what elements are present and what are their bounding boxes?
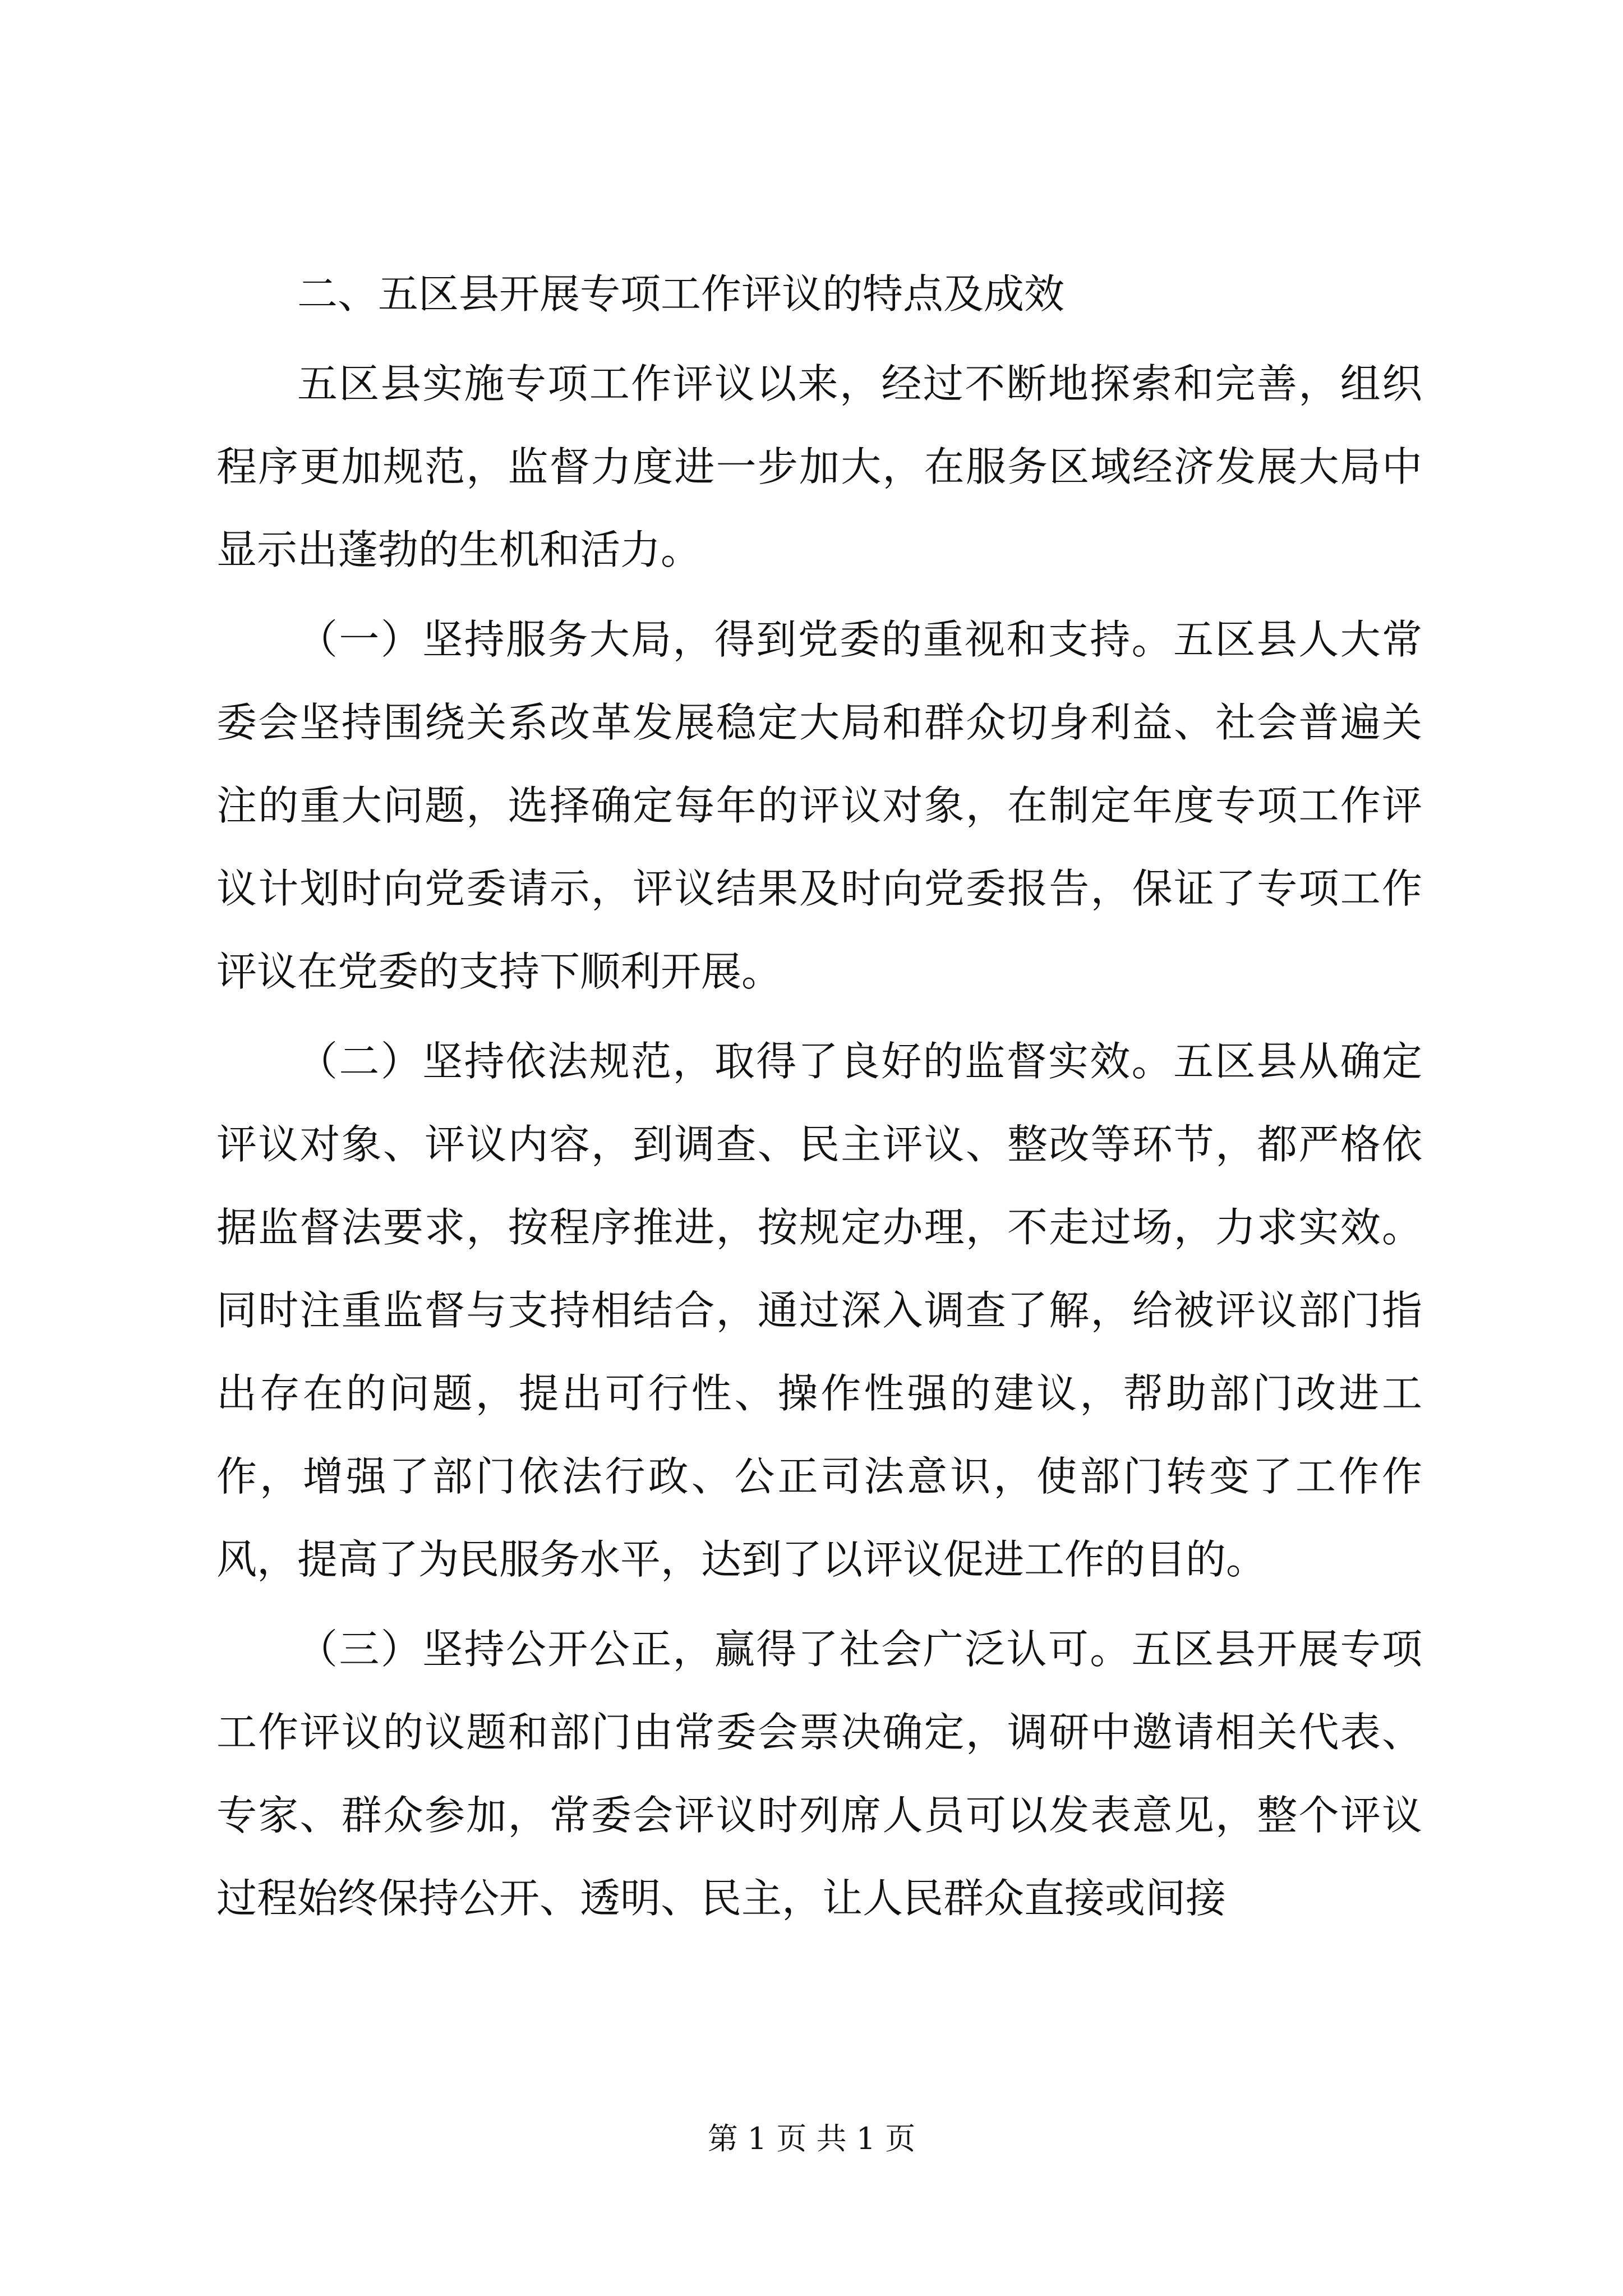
section-heading: 二、五区县开展专项工作评议的特点及成效 — [297, 270, 1065, 318]
paragraph-point-3: （三）坚持公开公正，赢得了社会广泛认可。五区县开展专项工作评议的议题和部门由常委会票决确定，调研中邀请相关代表、专家、群众参加，常委会评议时列席人员可以发表意见，整个评议过程始终保持公开、透明、民主，让人民群众直接或间接 — [216, 1626, 1422, 1922]
paragraph-point-2: （二）坚持依法规范，取得了良好的监督实效。五区县从确定评议对象、评议内容，到调查、民主评议、整改等环节，都严格依据监督法要求，按程序推进，按规定办理，不走过场，力求实效。同时注重监督与支持相结合，通过深入调查了解，给被评议部门指出存在的问题，提出可行性、操作性强的建议，帮助部门改进工作，增强了部门依法行政、公正司法意识，使部门转变了工作作风，提高了为民服务水平，达到了以评议促进工作的目的。 — [216, 1038, 1422, 1583]
page-number-footer: 第 1 页 共 1 页 — [707, 2121, 916, 2156]
paragraph-point-1: （一）坚持服务大局，得到党委的重视和支持。五区县人大常委会坚持围绕关系改革发展稳定大局和群众切身利益、社会普遍关注的重大问题，选择确定每年的评议对象，在制定年度专项工作评议计划时向党委请示，评议结果及时向党委报告，保证了专项工作评议在党委的支持下顺利开展。 — [216, 616, 1422, 995]
paragraph-intro: 五区县实施专项工作评议以来，经过不断地探索和完善，组织程序更加规范，监督力度进一步加大，在服务区域经济发展大局中显示出蓬勃的生机和活力。 — [216, 360, 1422, 573]
document-body — [216, 252, 1422, 1947]
